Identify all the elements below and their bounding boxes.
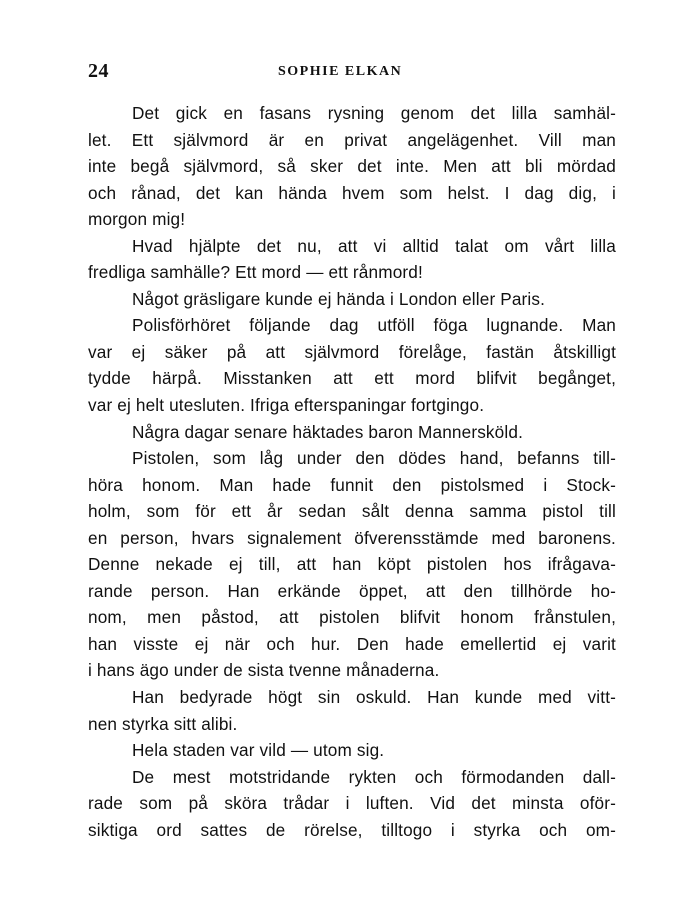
text-line: i hans ägo under de sista tvenne månaderna. — [88, 660, 440, 681]
text-line: höra honom. Man hade funnit den pistolsmed i Stock- — [88, 474, 616, 495]
text-line: och rånad, det kan hända hvem som helst. I dag dig, i — [88, 182, 616, 203]
text-line: Hvad hjälpte det nu, att vi alltid talat om vårt lilla — [132, 235, 616, 256]
page-header — [88, 60, 616, 86]
text-line: Något gräsligare kunde ej hända i London eller Paris. — [132, 288, 546, 309]
text-line: fredliga samhälle? Ett mord — ett rånmord! — [88, 262, 423, 283]
text-line: Hela staden var vild — utom sig. — [132, 740, 385, 761]
text-line: holm, som för ett år sedan sålt denna samma pistol till — [88, 501, 616, 522]
text-line: Polisförhöret följande dag utföll föga lugnande. Man — [132, 315, 616, 336]
text-line: Pistolen, som låg under den dödes hand, befanns till- — [132, 448, 616, 469]
text-line: var ej säker på att självmord förelåge, fastän åtskilligt — [88, 341, 616, 362]
text-line: Han bedyrade högt sin oskuld. Han kunde med vitt- — [132, 687, 616, 708]
text-line: tydde härpå. Misstanken att ett mord blifvit begånget, — [88, 368, 616, 389]
text-line: han visste ej när och hur. Den hade emellertid ej varit — [88, 633, 616, 654]
body-text — [88, 100, 616, 843]
page-number: 24 — [88, 60, 109, 82]
text-line: rande person. Han erkände öppet, att den tillhörde ho- — [88, 580, 616, 601]
text-line: De mest motstridande rykten och förmodanden dall- — [132, 766, 616, 787]
text-line: nom, men påstod, att pistolen blifvit honom frånstulen, — [88, 607, 616, 628]
text-line: Några dagar senare häktades baron Mannersköld. — [132, 421, 523, 442]
text-line: let. Ett självmord är en privat angelägenhet. Vill man — [88, 129, 616, 150]
text-line: morgon mig! — [88, 209, 186, 230]
text-line: nen styrka sitt alibi. — [88, 713, 238, 734]
text-line: Det gick en fasans rysning genom det lilla samhäl- — [132, 103, 616, 123]
text-line: en person, hvars signalement öfverensstämde med baronens. — [88, 527, 616, 548]
text-line: siktiga ord sattes de rörelse, tilltogo i styrka och om- — [88, 819, 616, 840]
text-line: Denne nekade ej till, att han köpt pistolen hos ifrågava- — [88, 554, 616, 575]
text-line: inte begå självmord, så sker det inte. Men att bli mördad — [88, 156, 616, 177]
text-line: var ej helt utesluten. Ifriga efterspaningar fortgingo. — [88, 395, 485, 416]
running-head: SOPHIE ELKAN — [278, 64, 403, 79]
text-line: rade som på sköra trådar i luften. Vid det minsta oför- — [88, 793, 616, 814]
